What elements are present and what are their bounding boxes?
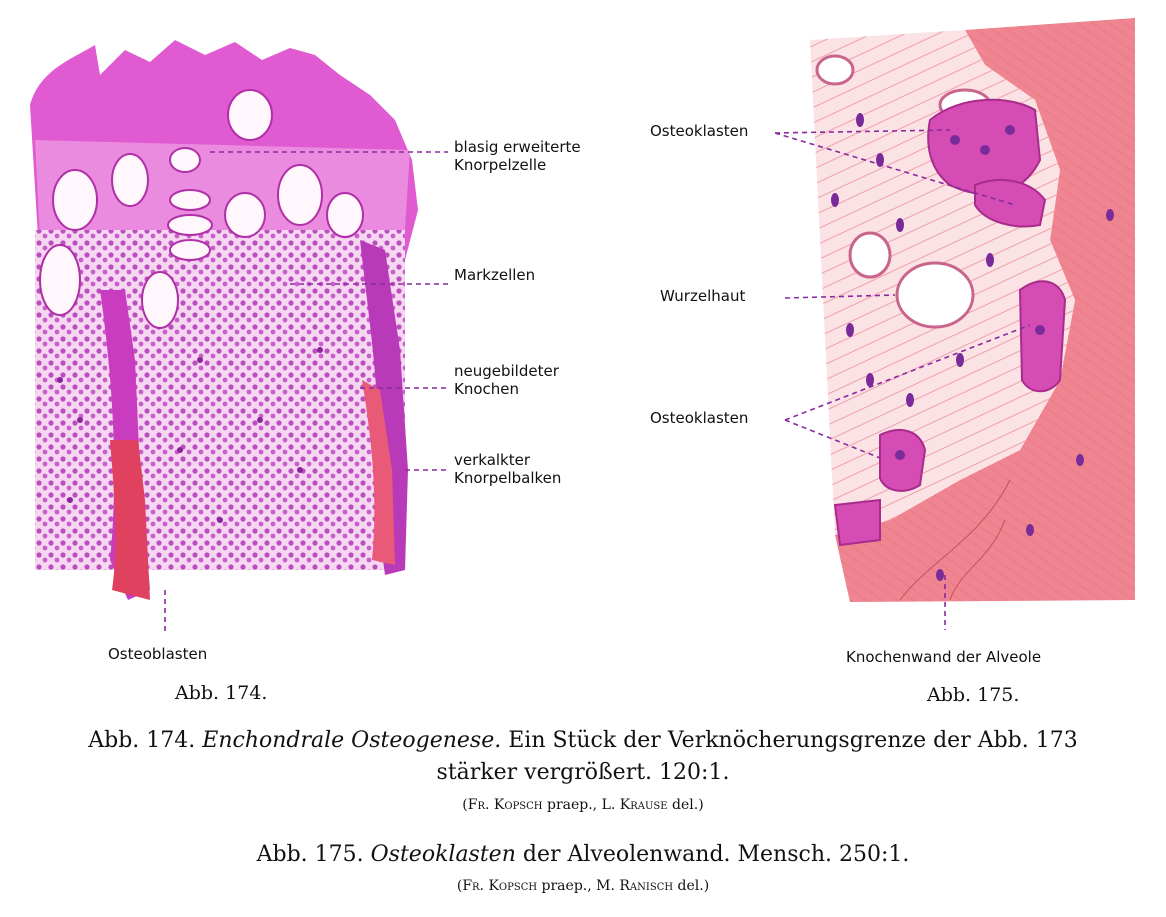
caption-175-line1 <box>0 842 1166 867</box>
credit-174-mid: praep., <box>546 797 598 813</box>
label-markzellen: Markzellen <box>454 266 536 284</box>
caption-174-line1 <box>0 728 1166 753</box>
label-neugebildet-line2: Knochen <box>454 380 520 398</box>
figure-174-number: Abb. 174. <box>175 682 268 704</box>
label-blasig-line2: Knorpelzelle <box>454 156 547 174</box>
label-wurzelhaut: Wurzelhaut <box>660 287 746 305</box>
caption-174-rest: Ein Stück der Verknöcherungsgrenze der Abb. 173 <box>508 728 1078 753</box>
figure-175-image <box>810 18 1135 602</box>
credit-175-end: del.) <box>677 878 710 894</box>
caption-175-prefix: Abb. 175. <box>256 842 364 867</box>
caption-174-prefix: Abb. 174. <box>88 728 196 753</box>
label-verkalkt-line2: Knorpelbalken <box>454 469 562 487</box>
caption-174-line2: stärker vergrößert. 120:1. <box>436 760 730 785</box>
credit-175-m: M. Ranisch <box>596 878 674 894</box>
label-verkalkt-line1: verkalkter <box>454 451 531 469</box>
caption-175-title: Osteoklasten <box>370 842 516 867</box>
credit-174-fr: Fr. Kopsch <box>467 797 543 813</box>
label-osteoblasten: Osteoblasten <box>108 645 208 663</box>
credit-174-end: del.) <box>672 797 704 813</box>
caption-175-credit: (Fr. Kopsch praep., M. Ranisch del.) <box>456 878 710 894</box>
credit-175-mid: praep., <box>541 878 592 894</box>
label-osteoklasten-top: Osteoklasten <box>650 122 749 140</box>
caption-174-credit: (Fr. Kopsch praep., L. Krause del.) <box>462 797 704 813</box>
credit-175-fr: Fr. Kopsch <box>462 878 538 894</box>
figure-175-number: Abb. 175. <box>927 684 1020 706</box>
figure-174-image <box>30 40 418 600</box>
caption-175-rest: der Alveolenwand. Mensch. 250:1. <box>522 842 910 867</box>
label-blasig-line1: blasig erweiterte <box>454 138 581 156</box>
label-knochenwand: Knochenwand der Alveole <box>846 648 1042 666</box>
label-osteoklasten-bottom: Osteoklasten <box>650 409 749 427</box>
caption-174-title: Enchondrale Osteogenese. <box>202 728 502 753</box>
credit-174-l: L. Krause <box>601 797 668 813</box>
label-neugebildet-line1: neugebildeter <box>454 362 559 380</box>
